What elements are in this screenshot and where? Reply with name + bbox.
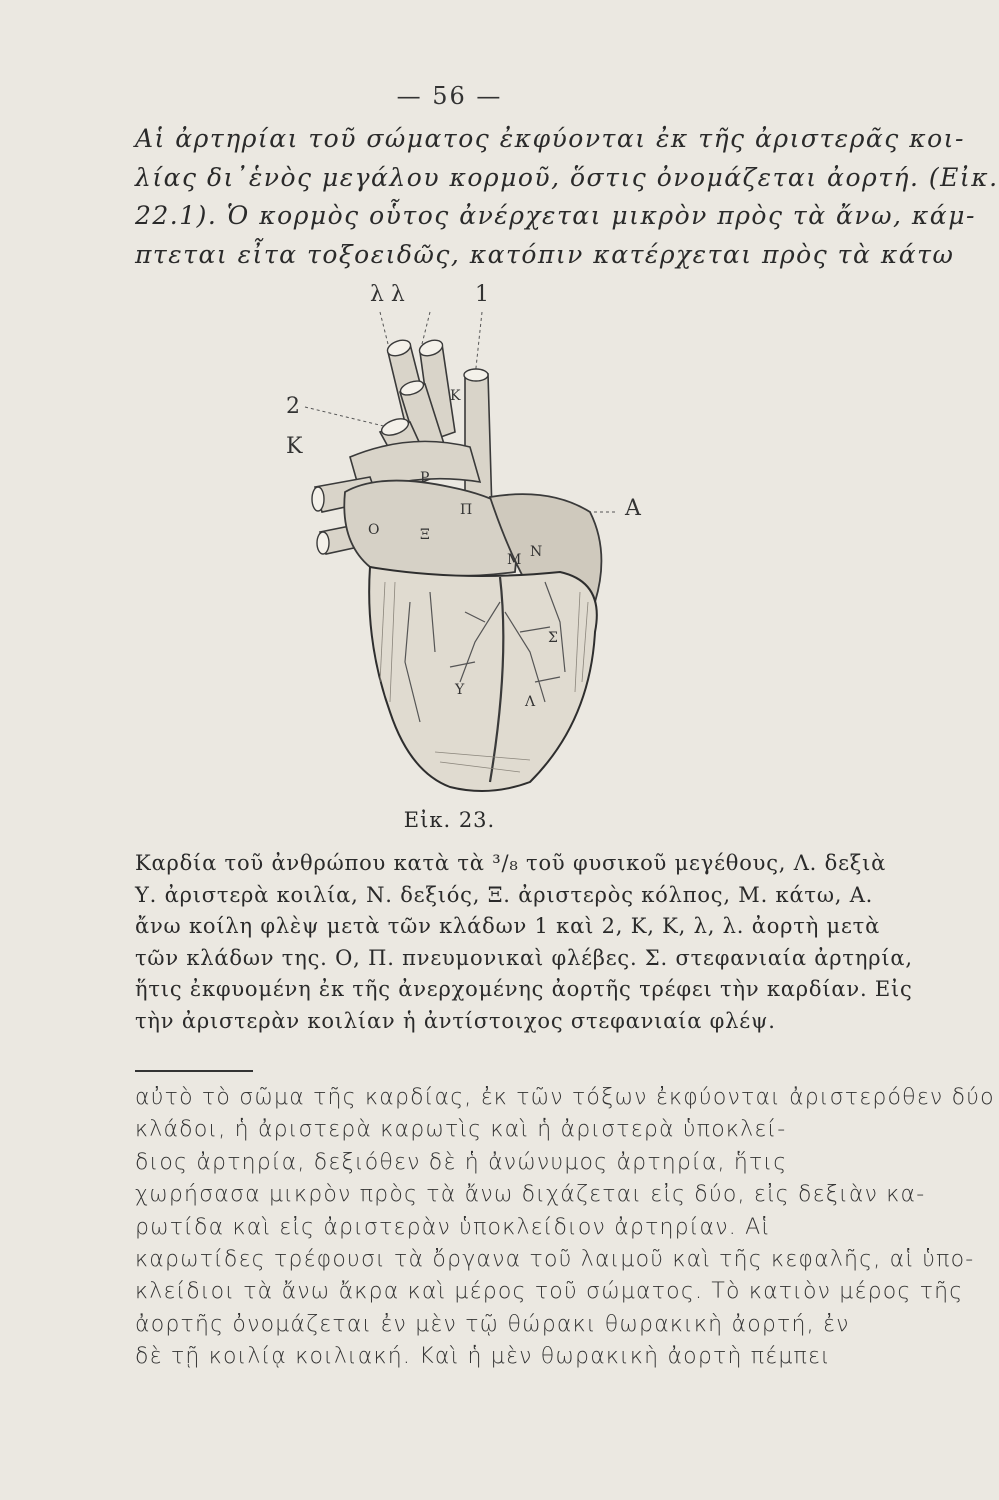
text-line: δὲ τῇ κοιλίᾳ κοιλιακή. Καὶ ἡ μὲν θωρακικὴ ἀορτὴ πέμπει bbox=[135, 1344, 831, 1370]
label-xi: Ξ bbox=[420, 527, 430, 543]
label-pi: Π bbox=[460, 502, 473, 518]
caption-line: τὴν ἀριστερὰν κοιλίαν ἡ ἀντίστοιχος στεφανιαία φλέψ. bbox=[135, 1008, 776, 1033]
text-line: καρωτίδες τρέφουσι τὰ ὄργανα τοῦ λαιμοῦ καὶ τῆς κεφαλῆς, αἱ ὑπο- bbox=[135, 1247, 975, 1273]
label-one: 1 bbox=[475, 282, 489, 307]
footnote-divider bbox=[135, 1070, 253, 1072]
text-line: κλάδοι, ἡ ἀριστερὰ καρωτὶς καὶ ἡ ἀριστερὰ ὑποκλεί- bbox=[135, 1117, 787, 1143]
caption-line: τῶν κλάδων της. Ο, Π. πνευμονικαὶ φλέβες. Σ. στεφανιαία ἀρτηρία, bbox=[135, 945, 913, 970]
text-line: διος ἀρτηρία, δεξιόθεν δὲ ἡ ἀνώνυμος ἀρτηρία, ἥτις bbox=[135, 1149, 788, 1175]
figure-title: Εἰκ. 23. bbox=[403, 808, 496, 832]
top-paragraph bbox=[135, 120, 999, 274]
label-two: 2 bbox=[286, 394, 300, 419]
text-line: λίας δι᾽ἑνὸς μεγάλου κορμοῦ, ὅστις ὀνομάζεται ἀορτή. (Εἰκ. bbox=[135, 162, 999, 192]
text-line: 22.1). Ὁ κορμὸς οὗτος ἀνέρχεται μικρὸν πρὸς τὰ ἄνω, κάμ- bbox=[135, 201, 976, 230]
caption-line: Υ. ἀριστερὰ κοιλία, Ν. δεξιός, Ξ. ἀριστερὸς κόλπος, Μ. κάτω, Α. bbox=[135, 882, 874, 907]
text-line: Αἱ ἀρτηρίαι τοῦ σώματος ἐκφύονται ἐκ τῆς ἀριστερᾶς κοι- bbox=[135, 124, 965, 153]
label-upsilon: Υ bbox=[455, 682, 465, 698]
caption-line: ἄνω κοίλη φλὲψ μετὰ τῶν κλάδων 1 καὶ 2, Κ, Κ, λ, λ. ἀορτὴ μετὰ bbox=[135, 914, 881, 938]
page-number: — 56 — bbox=[396, 82, 503, 110]
label-kappa-left: Κ bbox=[286, 434, 303, 459]
text-line: ἀορτῆς ὀνομάζεται ἐν μὲν τῷ θώρακι θωρακικὴ ἀορτή, ἐν bbox=[135, 1311, 850, 1337]
label-lambda-pair: λ λ bbox=[370, 282, 405, 307]
bottom-paragraph bbox=[135, 1082, 995, 1374]
label-kappa-inner: Κ bbox=[450, 388, 461, 404]
heart-drawing bbox=[260, 282, 660, 802]
label-sigma: Σ bbox=[548, 630, 558, 646]
label-lambda-inner: Λ bbox=[525, 694, 536, 710]
figure-caption bbox=[135, 848, 913, 1037]
text-line: ρωτίδα καὶ εἰς ἀριστερὰν ὑποκλείδιον ἀρτηρίαν. Αἱ bbox=[135, 1214, 771, 1240]
text-line: πτεται εἶτα τοξοειδῶς, κατόπιν κατέρχεται πρὸς τὰ κάτω bbox=[135, 239, 955, 269]
text-line: αὐτὸ τὸ σῶμα τῆς καρδίας, ἐκ τῶν τόξων ἐκφύονται ἀριστερόθεν δύο bbox=[135, 1085, 995, 1110]
text-line: κλείδιοι τὰ ἄνω ἄκρα καὶ μέρος τοῦ σώματος. Τὸ κατιὸν μέρος τῆς bbox=[135, 1279, 964, 1305]
caption-line: ἥτις ἐκφυομένη ἐκ τῆς ἀνερχομένης ἀορτῆς τρέφει τὴν καρδίαν. Εἰς bbox=[135, 977, 913, 1001]
heart-illustration bbox=[260, 282, 660, 802]
label-alpha-right: Α bbox=[625, 496, 641, 521]
label-mu: Μ bbox=[507, 552, 522, 568]
label-omicron: Ο bbox=[368, 522, 380, 538]
text-line: χωρήσασα μικρὸν πρὸς τὰ ἄνω διχάζεται εἰς δύο, εἰς δεξιὰν κα- bbox=[135, 1182, 926, 1208]
label-nu: Ν bbox=[530, 544, 543, 560]
caption-line: Καρδία τοῦ ἀνθρώπου κατὰ τὰ ³/₈ τοῦ φυσικοῦ μεγέθους, Λ. δεξιὰ bbox=[135, 851, 887, 875]
label-rho: Ρ bbox=[420, 470, 430, 486]
